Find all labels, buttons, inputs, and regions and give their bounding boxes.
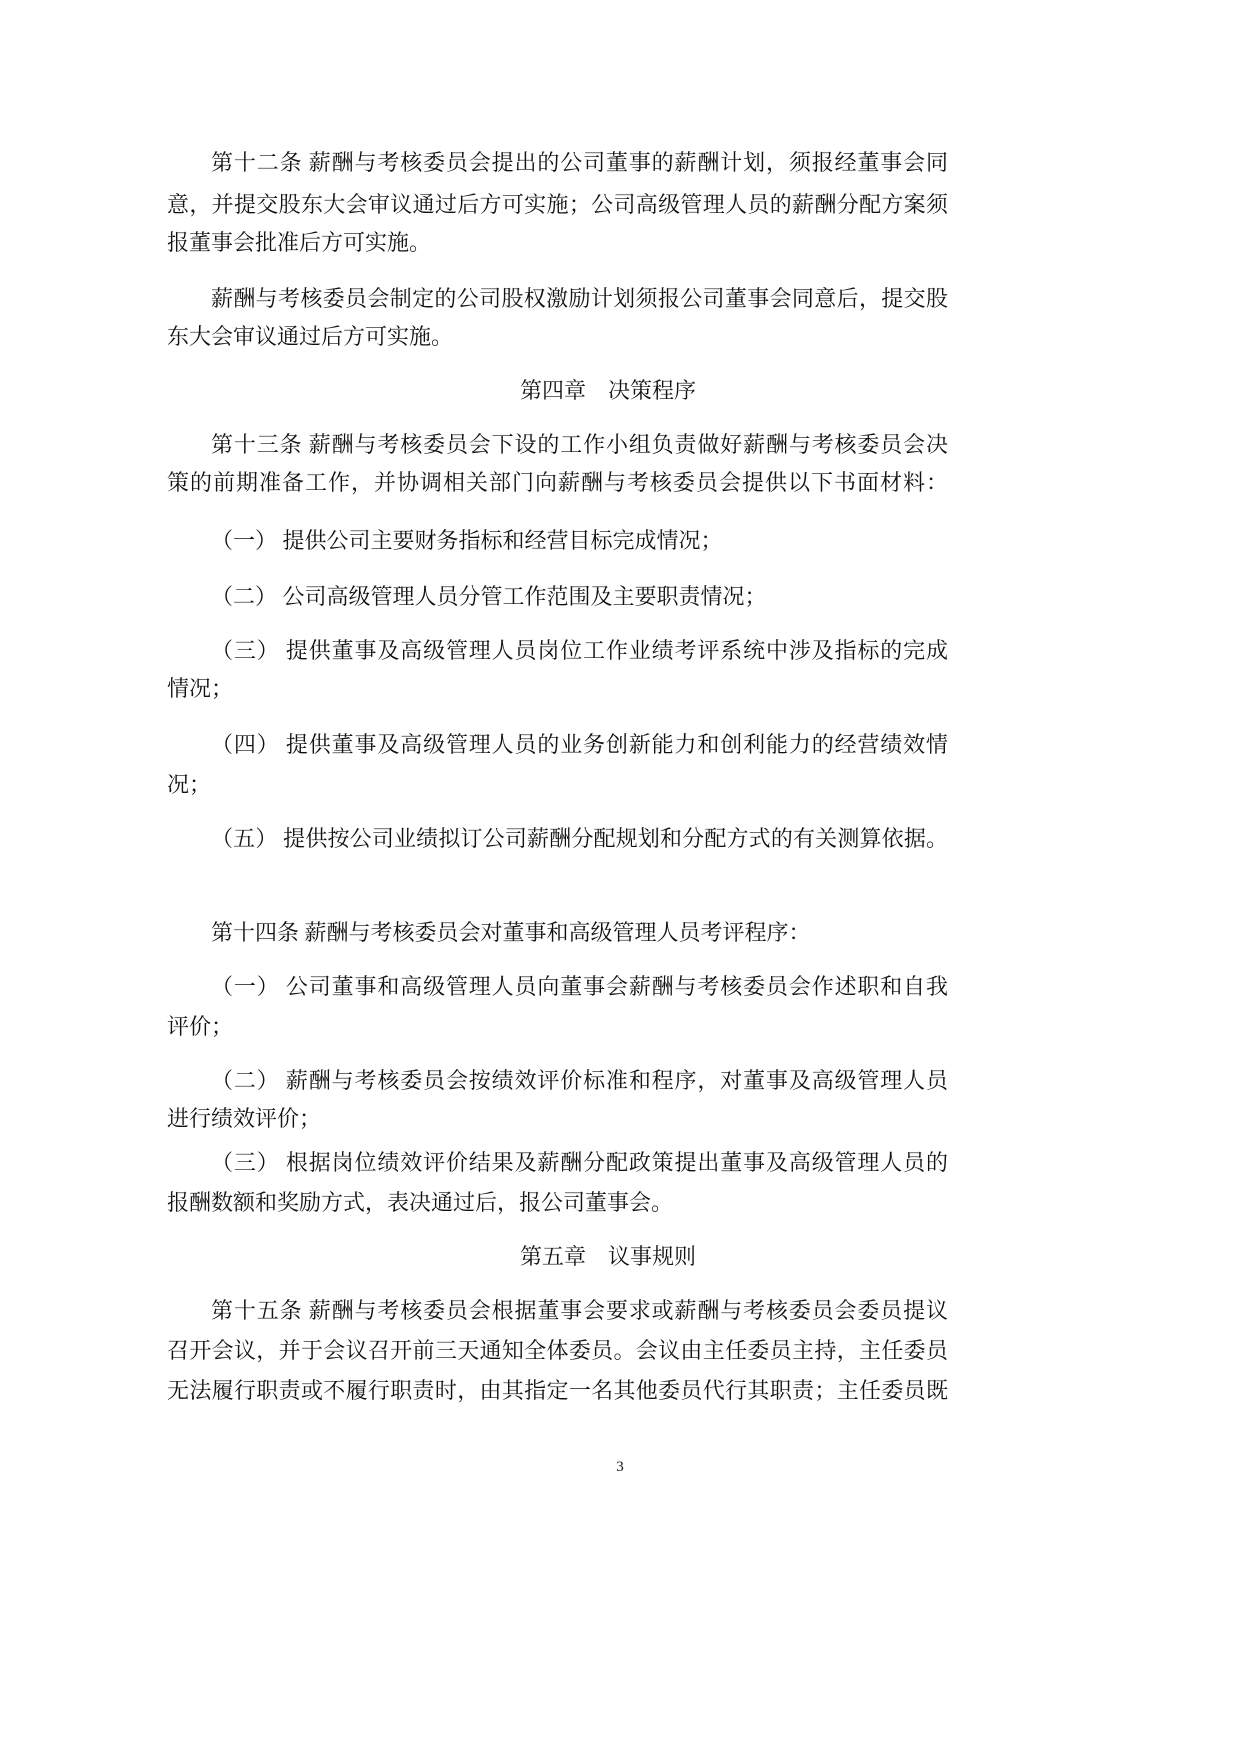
list-item: （四） 提供董事及高级管理人员的业务创新能力和创利能力的经营绩效情 [211, 732, 948, 757]
text-line: 召开会议，并于会议召开前三天通知全体委员。会议由主任委员主持，主任委员 [167, 1338, 948, 1363]
list-item: （五） 提供按公司业绩拟订公司薪酬分配规划和分配方式的有关测算依据。 [211, 826, 948, 851]
list-item: （一） 公司董事和高级管理人员向董事会薪酬与考核委员会作述职和自我 [211, 974, 948, 999]
text-line: 评价； [167, 1014, 234, 1039]
list-item: （二） 公司高级管理人员分管工作范围及主要职责情况； [211, 584, 767, 609]
text-line: 进行绩效评价； [167, 1106, 322, 1131]
text-line: 策的前期准备工作，并协调相关部门向薪酬与考核委员会提供以下书面材料： [167, 470, 948, 495]
text-line: 第十二条 薪酬与考核委员会提出的公司董事的薪酬计划，须报经董事会同 [211, 150, 948, 175]
chapter-heading: 第五章 议事规则 [519, 1244, 696, 1269]
list-item: （一） 提供公司主要财务指标和经营目标完成情况； [211, 528, 723, 553]
text-line: 第十五条 薪酬与考核委员会根据董事会要求或薪酬与考核委员会委员提议 [211, 1298, 948, 1323]
page-number: 3 [616, 1459, 624, 1475]
list-item: （三） 提供董事及高级管理人员岗位工作业绩考评系统中涉及指标的完成 [211, 638, 948, 663]
text-line: 报酬数额和奖励方式，表决通过后，报公司董事会。 [167, 1190, 674, 1215]
text-line: 东大会审议通过后方可实施。 [167, 324, 454, 349]
text-line: 报董事会批准后方可实施。 [167, 230, 432, 255]
text-line: 无法履行职责或不履行职责时，由其指定一名其他委员代行其职责；主任委员既 [167, 1378, 948, 1403]
text-line: 第十三条 薪酬与考核委员会下设的工作小组负责做好薪酬与考核委员会决 [211, 432, 948, 457]
text-line: 意，并提交股东大会审议通过后方可实施；公司高级管理人员的薪酬分配方案须 [167, 192, 948, 217]
text-line: 情况； [167, 676, 234, 701]
list-item: （三） 根据岗位绩效评价结果及薪酬分配政策提出董事及高级管理人员的 [211, 1150, 948, 1175]
text-line: 第十四条 薪酬与考核委员会对董事和高级管理人员考评程序： [211, 920, 811, 945]
text-line: 况； [167, 772, 212, 797]
chapter-heading: 第四章 决策程序 [519, 378, 696, 403]
list-item: （二） 薪酬与考核委员会按绩效评价标准和程序，对董事及高级管理人员 [211, 1068, 948, 1093]
text-line: 薪酬与考核委员会制定的公司股权激励计划须报公司董事会同意后，提交股 [211, 286, 948, 311]
